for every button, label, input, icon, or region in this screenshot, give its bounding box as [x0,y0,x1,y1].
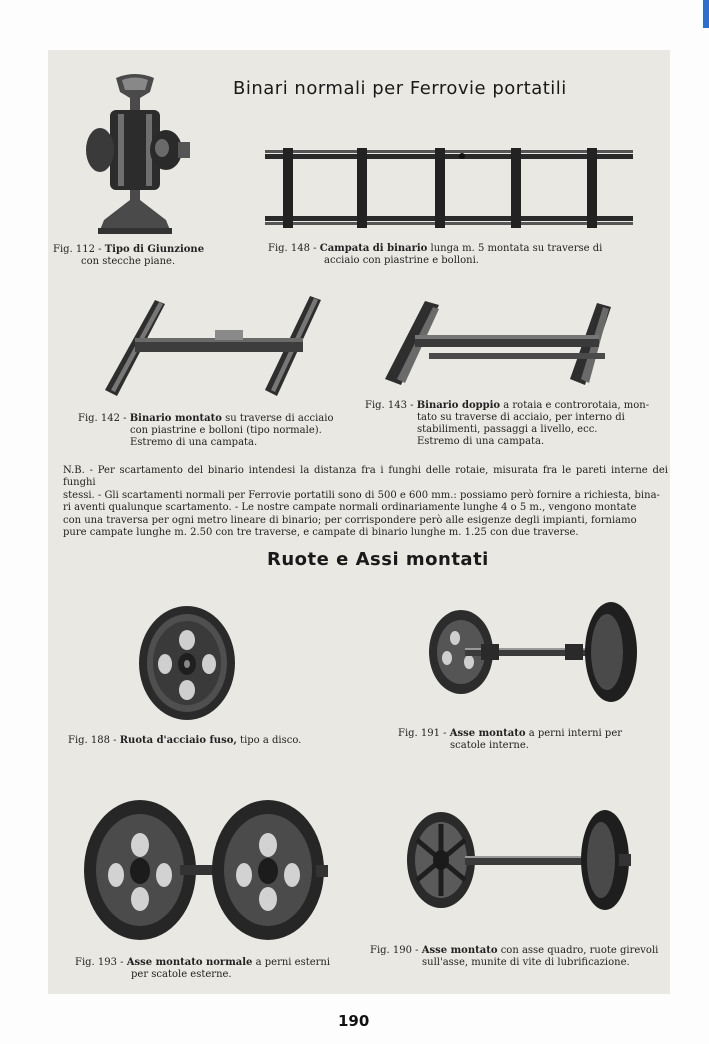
fig188-caption: Fig. 188 - Ruota d'acciaio fuso, tipo a disco. [68,735,302,746]
fig148-caption: Fig. 148 - Campata di binario lunga m. 5 montata su traverse di acciaio con piastrine e bolloni. [268,243,603,266]
fig188-disc-wheel-illustration [135,604,235,722]
fig190-square-axle-illustration [405,800,635,920]
fig142-caption: Fig. 142 - Binario montato su traverse di acciaio con piastrine e bolloni (tipo normale). Estremo di una campata. [78,413,334,448]
fig142-track-end-illustration [95,290,335,400]
section-title-binari: Binari normali per Ferrovie portatili [233,78,567,99]
fig143-double-track-illustration [385,295,625,390]
fig112-caption: Fig. 112 - Tipo di Giunzione con stecche piane. [53,244,205,267]
fig112-rail-joint-illustration [78,70,193,240]
fig191-axle-inner-illustration [425,598,640,708]
page-number: 190 [338,1012,370,1030]
fig193-axle-outer-illustration [80,795,330,945]
fig148-track-span-illustration [265,140,637,235]
fig191-caption: Fig. 191 - Asse montato a perni interni per scatole interne. [398,728,623,751]
fig190-caption: Fig. 190 - Asse montato con asse quadro, ruote girevoli sull'asse, munite di vite di lubrificazione. [370,945,659,968]
fig193-caption: Fig. 193 - Asse montato normale a perni esterni per scatole esterne. [75,957,331,980]
section-title-ruote: Ruote e Assi montati [267,549,489,570]
page-edge-marker [703,0,709,28]
nb-note: N.B. - Per scartamento del binario intendesi la distanza fra i funghi delle rotaie, misurata fra le pareti interne dei funghi stessi. - Gli scartamenti normali per Ferrovie portatili sono di 500 e 600 mm.: possiamo però fornire a richiesta, bina- ri aventi qualunque scartamento. - Le nostre campate normali ordinariamente lunghe 4 o 5 m., vengono montate con una traversa per ogni metro lineare di binario; per corrispondere però alle esigenze degli impianti, forniamo pure campate lunghe m. 2.50 con tre traverse, e campate di binario lunghe m. 1.25 con due traverse. [63,465,668,539]
fig143-caption: Fig. 143 - Binario doppio a rotaia e controrotaia, mon- tato su traverse di acciaio, per interno di stabilimenti, passaggi a livello, ecc. Estremo di una campata. [365,400,650,447]
